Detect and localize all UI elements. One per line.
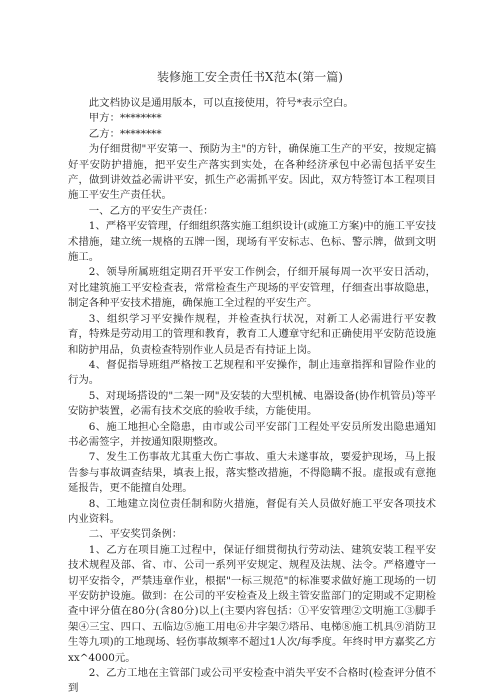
preamble-paragraph: 为仔细贯彻"平安第一、预防为主"的方针，确保施工生产的平安，按规定搞好平安防护措施，把平安生产落实到实处，在各种经济承包中必需包括平安生产，做到讲效益必需讲平安，抓生产必需抓平安。因此，双方特签订本工程项目施工平安生产责任状。	[68, 143, 436, 202]
document-title: 装修施工安全责任书X范本(第一篇)	[157, 70, 343, 84]
clause-paragraph: 2、领导所属班组定期召开平安工作例会，仔细开展每周一次平安日活动，对比建筑施工平安检查表，常常检查生产现场的平安管理，仔细查出事故隐患，制定各种平安技术措施，确保施工全过程的平安生产。	[68, 266, 436, 310]
section-heading: 一、乙方的平安生产责任：	[88, 204, 214, 217]
clause-paragraph: 6、施工地担心全隐患，由市或公司平安部门工程处平安员所发出隐患通知书必需签字，并按通知限期整改。	[68, 420, 436, 448]
party-a-line: 甲方：********	[88, 112, 162, 125]
intro-note: 此文档协议是通用版本，可以直接使用，符号*表示空白。	[88, 97, 354, 109]
clause-paragraph: 2、乙方工地在主管部门或公司平安检查中消失平安不合格时(检查评分值不到	[68, 667, 436, 695]
party-b-line: 乙方：********	[88, 127, 162, 140]
clause-paragraph: 8、工地建立岗位责任制和防火措施，督促有关人员做好施工平安各项技术内业资料。	[68, 497, 436, 525]
clause-paragraph: 7、发生工伤事故尤其重大伤亡事故、重大未遂事故，要爱护现场，马上报告参与事故调查结果，填表上报，落实整改措施，不得隐瞒不报。虚报或有意拖延报告，更不能擅自处理。	[68, 451, 436, 495]
document-body	[68, 96, 436, 697]
clause-paragraph: 5、对现场搭设的"二架一网"及安装的大型机械、电器设备(协作机管员)等平安防护装置，必需有技术交底的验收手续，方能使用。	[68, 389, 436, 418]
clause-paragraph: 1、严格平安管理，仔细组织落实施工组织设计(或施工方案)中的施工平安技术措施，建立统一规格的五牌一图，现场有平安标志、色标、警示牌，做到文明施工。	[68, 220, 437, 264]
clause-paragraph: 3、组织学习平安操作规程，并检查执行状况，对新工人必需进行平安教育，特殊是劳动用工的管理和教育，教育工人遵章守纪和正确使用平安防范设施和防护用品，负责检查特别作业人员是否有持证上岗。	[68, 312, 436, 356]
section-heading: 二、平安奖罚条例：	[88, 528, 183, 541]
clause-paragraph: 4、督促指导班组严格按工艺规程和平安操作，制止违章指挥和冒险作业的行为。	[68, 358, 436, 387]
clause-paragraph: 1、乙方在项目施工过程中，保证仔细贯彻执行劳动法、建筑安装工程平安技术规程及部、省、市、公司一系列平安规定、规程及法规、法令。严格遵守一切平安指令，严禁违章作业，根据"一标三规范"的标准要求做好施工现场的一切平安防护设施。做到：在公司的平安检查及上级主管安监部门的定期或不定期检查中评分值在80分(含80分)以上(主要内容包括：①平安管理②文明施工③脚手架④三宝、四口、五临边⑤施工用电⑥井字架⑦塔吊、电梯⑧施工机具⑨消防卫生等九项)的工地现场、轻伤事故频率不超过1人次/每季度。年终时甲方嘉奖乙方xx^4000元。	[68, 543, 436, 664]
